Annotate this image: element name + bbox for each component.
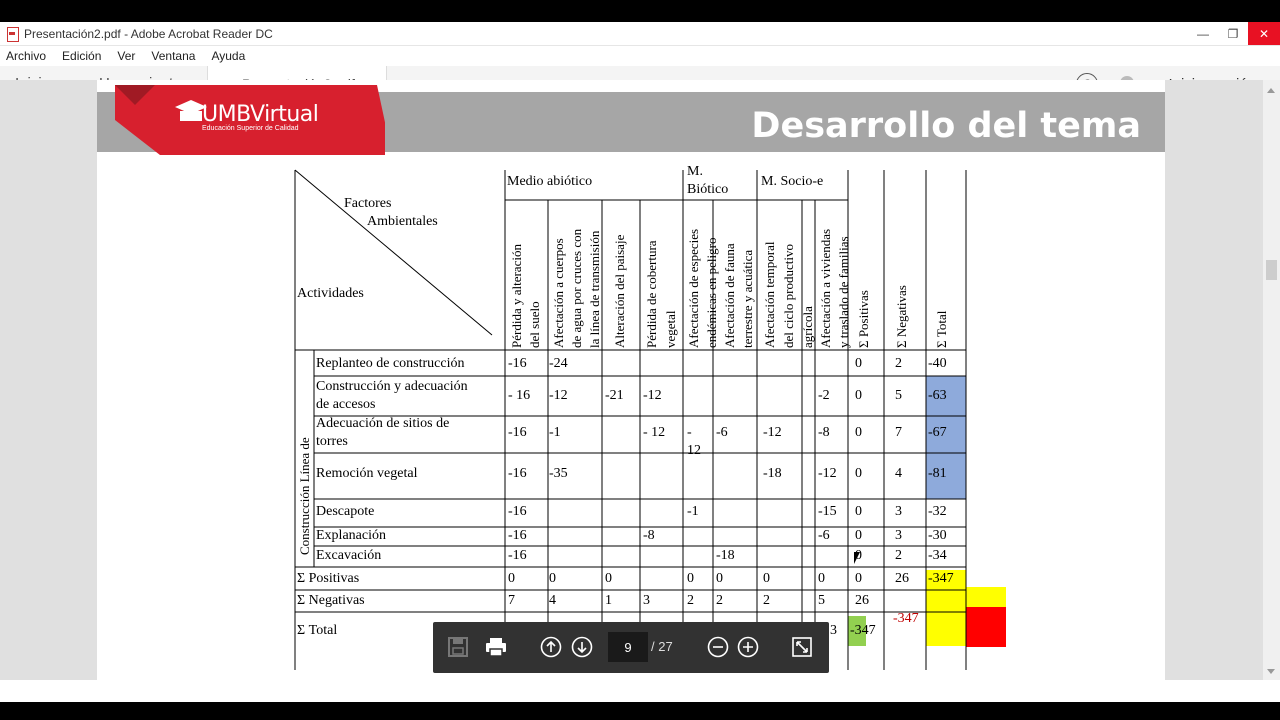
sum-total-cell: -347 [850,623,876,638]
document-viewer[interactable] [0,80,1263,680]
row-label-descapote: Descapote [316,504,375,519]
row-label-sum-positive: Σ Positivas [297,571,360,586]
corner-label-factores: Factores [344,196,392,211]
col-header-4-a: Pérdida de cobertura [644,240,659,348]
table-cell: -16 [508,504,527,519]
fit-page-icon[interactable] [791,636,813,658]
col-header-1-a: Pérdida y alteración [509,244,524,348]
col-header-1-b: del suelo [527,301,542,348]
screen-top-bar [0,0,1280,22]
table-cell: 0 [855,528,862,543]
sum-negative-cell: 5 [818,593,825,608]
table-cell: -21 [605,388,624,403]
menu-archivo[interactable]: Archivo [6,49,47,63]
table-cell: -67 [928,425,947,440]
slide-heading: Desarrollo del tema [751,106,1141,146]
row-label-sum-total: Σ Total [297,623,338,638]
table-cell: -1 [687,504,699,519]
row-label-explanacion: Explanación [316,528,386,543]
col-header-3-a: Alteración del paisaje [612,234,627,348]
table-cell: 0 [855,356,862,371]
next-page-icon[interactable] [571,636,593,658]
row-label-adecuacion-a: Adecuación de sitios de [316,416,450,431]
col-header-2-a: Afectación a cuerpos [551,238,566,348]
table-cell: 3 [895,504,902,519]
scroll-up-icon[interactable] [1267,88,1275,93]
col-header-4-b: vegetal [663,310,678,348]
col-header-6-a: Afectación de fauna [722,243,737,348]
pdf-file-icon [6,27,18,41]
table-cell: - [687,425,692,440]
zoom-out-icon[interactable] [707,636,729,658]
floating-page-toolbar [433,622,829,673]
cell-fill-red [966,607,1006,647]
col-header-negativas: Σ Negativas [894,285,909,348]
col-header-7-b: del ciclo productivo [781,244,796,348]
sum-positive-cell: 0 [687,571,694,586]
group-m: M. [687,164,703,179]
row-label-sum-negative: Σ Negativas [297,593,365,608]
minimize-button[interactable]: — [1197,26,1209,41]
sum-negative-cell: 2 [687,593,694,608]
table-cell: -18 [716,548,735,563]
col-header-8-a: Afectación a viviendas [818,228,833,348]
col-header-7-c: agrícola [800,306,815,348]
table-cell: 3 [895,528,902,543]
table-cell: -12 [818,466,837,481]
table-cell: -16 [508,528,527,543]
page-number-input[interactable]: 9 [608,632,648,662]
sum-positive-cell: -347 [928,571,954,586]
menu-ayuda[interactable]: Ayuda [211,49,246,63]
table-cell: -34 [928,548,947,563]
table-cell: -12 [643,388,662,403]
row-label-excavacion: Excavación [316,548,382,563]
sum-positive-cell: 0 [818,571,825,586]
table-cell: -1 [549,425,561,440]
table-cell: -63 [928,388,947,403]
sum-positive-cell: 0 [508,571,515,586]
table-cell: -24 [549,356,568,371]
group-biotico: Biótico [687,182,729,197]
sum-negative-cell: 1 [605,593,612,608]
sum-total-cell: 3 [830,623,837,638]
table-cell: -12 [763,425,782,440]
table-cell: 12 [687,443,701,458]
screen-bottom-bar [0,702,1280,720]
group-socio: M. Socio-e [761,174,824,189]
print-icon[interactable] [485,636,507,658]
col-header-2-b: de agua por cruces con [569,228,584,348]
table-cell: 2 [895,356,902,371]
table-cell: -16 [508,466,527,481]
sum-positive-cell: 26 [895,571,909,586]
table-cell: -81 [928,466,947,481]
table-cell: -15 [818,504,837,519]
col-header-5-a: Afectación de especies [686,228,701,348]
corner-label-actividades: Actividades [297,286,364,301]
col-header-5-b: endémicas en peligro [704,237,719,348]
table-cell: 5 [895,388,902,403]
col-header-8-b: y traslado de familias [836,236,851,348]
group-medio-abiotico: Medio abiótico [507,174,593,189]
restore-button[interactable]: ❐ [1227,26,1239,41]
sum-positive-cell: 0 [763,571,770,586]
previous-page-icon[interactable] [540,636,562,658]
table-cell: -16 [508,548,527,563]
sum-negative-cell: 26 [855,593,869,608]
table-cell: -6 [818,528,830,543]
table-cell: - 16 [508,388,531,403]
menu-bar [0,46,1280,66]
table-cell: -8 [818,425,830,440]
table-cell: 0 [855,466,862,481]
side-label-construccion: Construcción Línea de [297,437,312,555]
table-grid [97,80,1165,680]
page-total: / 27 [651,639,673,654]
table-cell: 0 [855,504,862,519]
table-cell: -18 [763,466,782,481]
table-cell: -12 [549,388,568,403]
scroll-down-icon[interactable] [1267,669,1275,674]
mouse-cursor-icon [854,552,860,564]
table-cell: 0 [855,425,862,440]
row-label-remocion: Remoción vegetal [316,466,418,481]
table-cell: -32 [928,504,947,519]
close-window-button[interactable]: ✕ [1248,22,1280,45]
scroll-thumb[interactable] [1266,260,1277,280]
menu-ventana[interactable]: Ventana [151,49,196,63]
vertical-scrollbar[interactable] [1263,80,1280,680]
row-label-construccion-b: de accesos [316,397,376,412]
sum-negative-cell: 4 [549,593,556,608]
table-cell: -6 [716,425,728,440]
table-cell: -8 [643,528,655,543]
table-cell: -16 [508,425,527,440]
col-header-6-b: terrestre y acuática [740,249,755,348]
logo-tagline: Educación Superior de Calidad [202,125,299,132]
col-header-positivas: Σ Positivas [856,290,871,348]
table-cell: 0 [855,388,862,403]
zoom-in-icon[interactable] [737,636,759,658]
window-title: Presentación2.pdf - Adobe Acrobat Reader DC [24,26,273,41]
table-cell: -2 [818,388,830,403]
cell-fill-yellow-b [966,587,1006,607]
logo-brand: UMBVirtual [202,102,319,127]
sum-positive-cell: 0 [549,571,556,586]
sum-negative-cell: 2 [763,593,770,608]
table-cell: - 12 [643,425,666,440]
row-label-adecuacion-b: torres [316,434,348,449]
pdf-page [97,80,1165,680]
table-cell: -35 [549,466,568,481]
sum-negative-cell: 7 [508,593,515,608]
table-cell: -16 [508,356,527,371]
sum-positive-cell: 0 [605,571,612,586]
window-controls [1188,22,1280,45]
col-header-total: Σ Total [934,310,949,348]
menu-edicion[interactable]: Edición [62,49,102,63]
row-label-construccion-a: Construcción y adecuación [316,379,468,394]
table-cell: 0 [855,548,862,563]
sum-total-cell: -347 [893,611,919,626]
menu-ver[interactable]: Ver [117,49,136,63]
table-cell: -40 [928,356,947,371]
table-cell: 4 [895,466,902,481]
corner-label-ambientales: Ambientales [367,214,438,229]
table-cell: 7 [895,425,902,440]
title-bar [0,22,1280,46]
table-cell: -30 [928,528,947,543]
sum-negative-cell: 3 [643,593,650,608]
save-icon[interactable] [447,636,469,658]
sum-negative-cell: 2 [716,593,723,608]
table-cell: 2 [895,548,902,563]
sum-positive-cell: 0 [855,571,862,586]
row-label-replanteo: Replanteo de construcción [316,356,465,371]
sum-positive-cell: 0 [716,571,723,586]
col-header-2-c: la línea de transmisión [587,230,602,348]
col-header-7-a: Afectación temporal [762,241,777,348]
